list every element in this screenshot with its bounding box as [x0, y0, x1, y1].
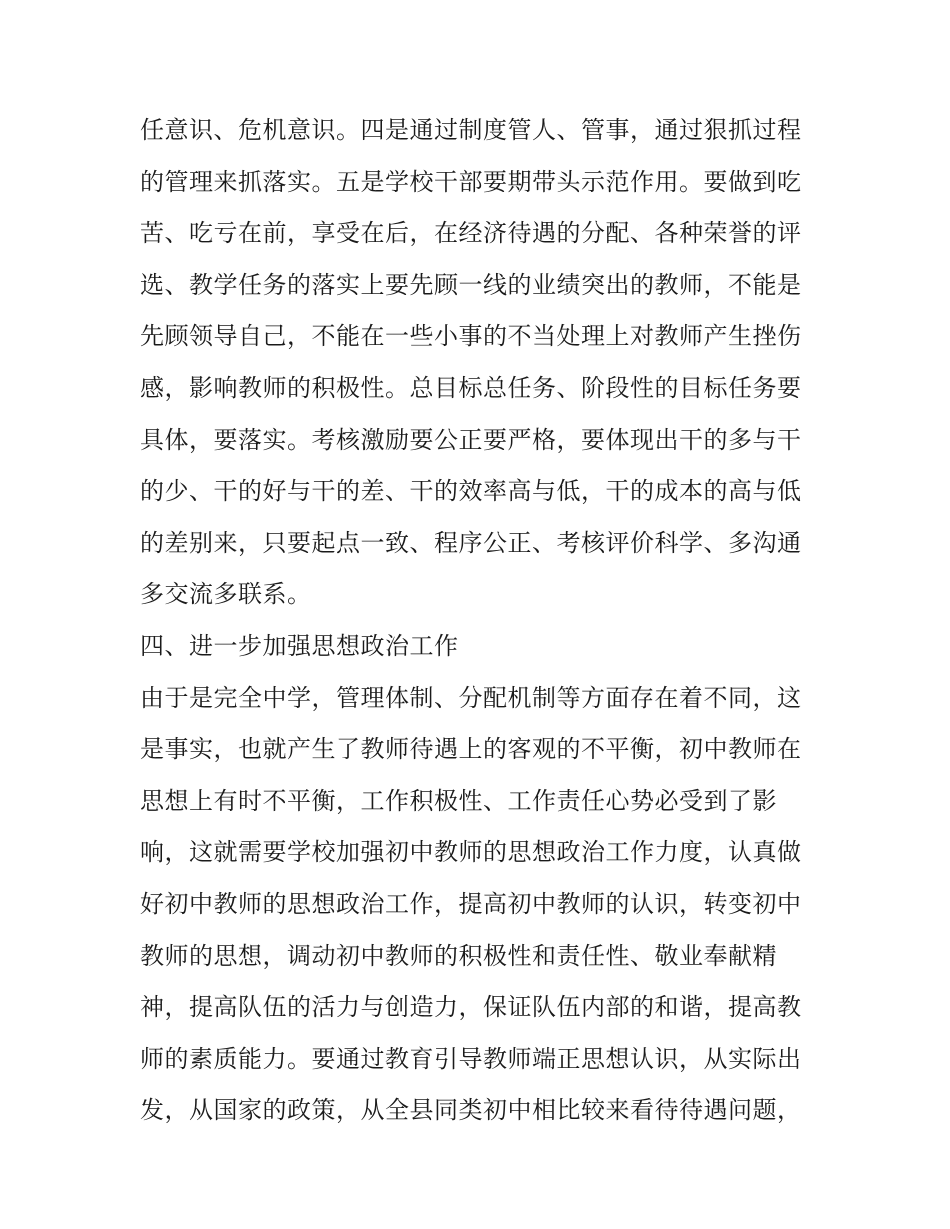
text-line: 苦、吃亏在前，享受在后，在经济待遇的分配、各种荣誉的评 — [140, 219, 802, 248]
text-line: 由于是完全中学，管理体制、分配机制等方面存在着不同，这 — [140, 683, 802, 712]
text-line: 具体，要落实。考核激励要公正要严格，要体现出干的多与干 — [140, 425, 802, 454]
text-line: 的少、干的好与干的差、干的效率高与低，干的成本的高与低 — [140, 477, 802, 506]
text-line: 师的素质能力。要通过教育引导教师端正思想认识，从实际出 — [140, 1044, 802, 1073]
text-line: 的管理来抓落实。五是学校干部要期带头示范作用。要做到吃 — [140, 167, 802, 196]
text-line: 发，从国家的政策，从全县同类初中相比较来看待待遇问题， — [140, 1096, 802, 1125]
text-line: 思想上有时不平衡，工作积极性、工作责任心势必受到了影 — [140, 786, 777, 815]
text-line: 神，提高队伍的活力与创造力，保证队伍内部的和谐，提高教 — [140, 993, 802, 1022]
text-line: 任意识、危机意识。四是通过制度管人、管事，通过狠抓过程 — [140, 116, 802, 144]
text-line: 选、教学任务的落实上要先顾一线的业绩突出的教师，不能是 — [140, 270, 802, 299]
text-line: 多交流多联系。 — [140, 580, 312, 609]
text-line: 教师的思想，调动初中教师的积极性和责任性、敬业奉献精 — [140, 941, 777, 970]
text-line: 响，这就需要学校加强初中教师的思想政治工作力度，认真做 — [140, 838, 802, 867]
text-line: 感，影响教师的积极性。总目标总任务、阶段性的目标任务要 — [140, 373, 802, 402]
body-text — [140, 105, 820, 1137]
text-line: 先顾领导自己，不能在一些小事的不当处理上对教师产生挫伤 — [140, 322, 802, 351]
text-line: 是事实，也就产生了教师待遇上的客观的不平衡，初中教师在 — [140, 735, 802, 764]
text-line: 的差别来，只要起点一致、程序公正、考核评价科学、多沟通 — [140, 528, 802, 557]
section-heading: 四、进一步加强思想政治工作 — [140, 631, 459, 660]
text-line: 好初中教师的思想政治工作，提高初中教师的认识，转变初中 — [140, 889, 802, 918]
